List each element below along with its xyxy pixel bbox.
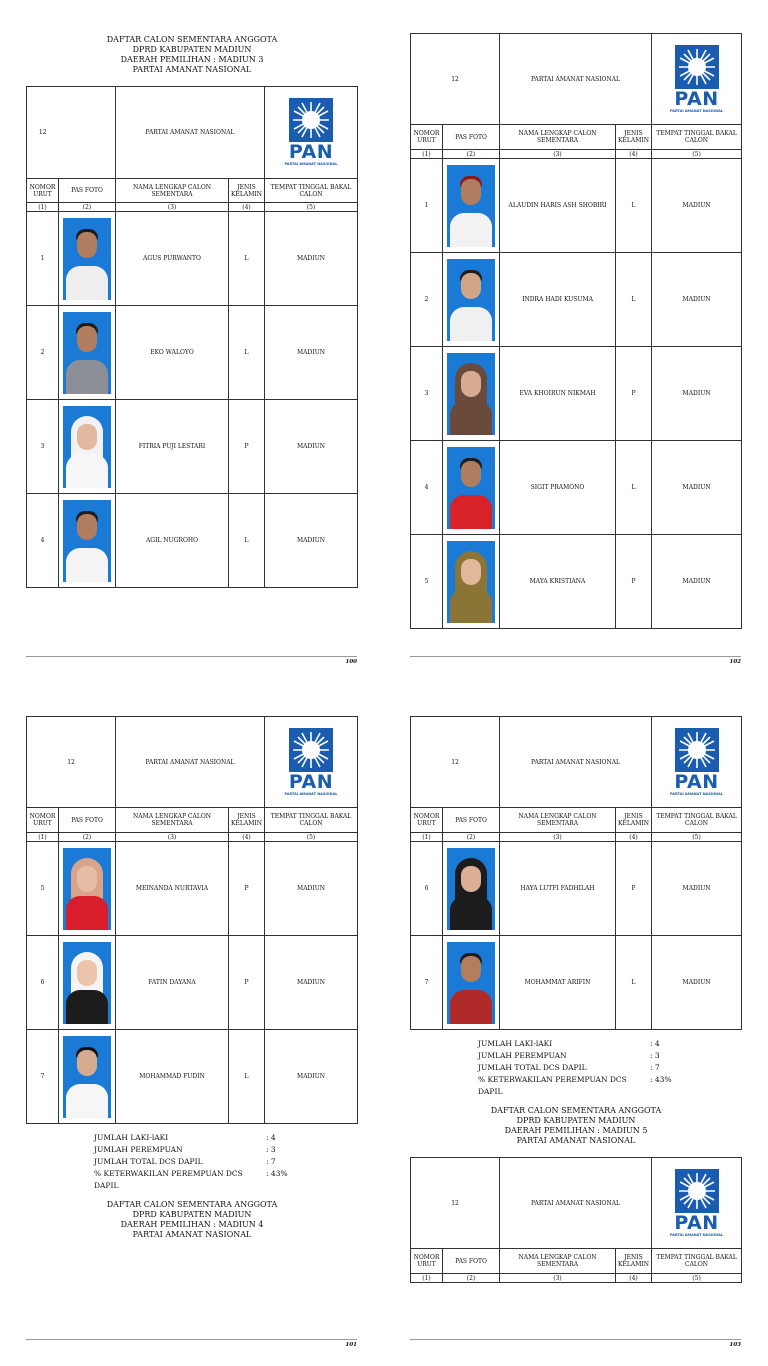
candidate-place: MADIUN <box>265 212 358 306</box>
col-header-foto: PAS FOTO <box>59 179 116 203</box>
col-header-nama: NAMA LENGKAP CALON SEMENTARA <box>500 808 616 833</box>
col-header-nama: NAMA LENGKAP CALON SEMENTARA <box>500 1249 616 1274</box>
col-index: (4) <box>616 1274 652 1283</box>
sun-icon <box>289 728 333 772</box>
photo-cell <box>59 842 116 936</box>
summary-value: : 4 <box>650 1039 660 1048</box>
party-name: PARTAI AMANAT NASIONAL <box>116 87 265 179</box>
candidate-photo <box>63 312 111 394</box>
header-line: DPRD KABUPATEN MADIUN <box>516 1116 636 1125</box>
party-name: PARTAI AMANAT NASIONAL <box>500 1158 652 1249</box>
candidate-table <box>410 33 742 629</box>
candidate-sex: P <box>616 347 652 441</box>
logo-text: PAN <box>674 87 719 110</box>
summary-value: : 7 <box>650 1063 660 1072</box>
photo-cell <box>443 441 500 535</box>
candidate-sex: P <box>229 842 265 936</box>
candidate-photo <box>63 1036 111 1118</box>
party-number: 12 <box>411 34 500 125</box>
candidate-sex: L <box>616 936 652 1030</box>
col-index: (5) <box>652 1274 742 1283</box>
col-header-jenis: JENIS KELAMIN <box>229 808 265 833</box>
candidate-place: MADIUN <box>652 936 742 1030</box>
candidate-table <box>26 86 358 588</box>
table-row <box>411 842 742 936</box>
candidate-sex: L <box>229 212 265 306</box>
col-index: (3) <box>116 203 229 212</box>
candidate-photo <box>63 218 111 300</box>
candidate-name: FITRIA PUJI LESTARI <box>116 400 229 494</box>
candidate-photo <box>63 500 111 582</box>
candidate-photo <box>447 541 495 623</box>
col-index: (4) <box>616 833 652 842</box>
photo-cell <box>443 535 500 629</box>
sun-icon <box>675 1169 719 1213</box>
candidate-name: INDRA HADI KUSUMA <box>500 253 616 347</box>
summary-block <box>94 1132 324 1192</box>
col-header-jenis: JENIS KELAMIN <box>616 125 652 150</box>
candidate-name: SIGIT PRAMONO <box>500 441 616 535</box>
candidate-sex: P <box>616 535 652 629</box>
row-number: 1 <box>27 212 59 306</box>
col-header-nama: NAMA LENGKAP CALON SEMENTARA <box>116 179 229 203</box>
page-footer <box>26 656 357 666</box>
photo-cell <box>443 936 500 1030</box>
party-logo-cell <box>265 87 358 179</box>
summary-row <box>94 1144 324 1156</box>
candidate-name: MOHAMMAT ARIFIN <box>500 936 616 1030</box>
candidate-sex: P <box>229 936 265 1030</box>
photo-cell <box>443 253 500 347</box>
col-header-tempat: TEMPAT TINGGAL BAKAL CALON <box>652 125 742 150</box>
header-line: DAERAH PEMILIHAN : MADIUN 3 <box>120 55 264 64</box>
candidate-place: MADIUN <box>652 347 742 441</box>
candidate-name: MAYA KRISTIANA <box>500 535 616 629</box>
col-index: (1) <box>411 150 443 159</box>
pan-logo <box>265 98 357 167</box>
party-number: 12 <box>27 717 116 808</box>
summary-row <box>478 1062 708 1074</box>
col-header-nama: NAMA LENGKAP CALON SEMENTARA <box>500 125 616 150</box>
table-row <box>27 842 358 936</box>
col-index: (1) <box>27 203 59 212</box>
page-number: 103 <box>729 1342 741 1348</box>
candidate-name: MEINANDA NURTAVIA <box>116 842 229 936</box>
col-index: (3) <box>500 1274 616 1283</box>
party-number: 12 <box>411 1158 500 1249</box>
table-row <box>411 253 742 347</box>
candidate-table <box>410 1157 742 1283</box>
candidate-place: MADIUN <box>265 494 358 588</box>
col-index: (2) <box>59 833 116 842</box>
candidate-photo <box>63 942 111 1024</box>
candidate-photo <box>63 406 111 488</box>
page-footer <box>26 1339 357 1349</box>
candidate-photo <box>447 165 495 247</box>
photo-cell <box>59 936 116 1030</box>
table-row <box>411 441 742 535</box>
row-number: 4 <box>27 494 59 588</box>
col-header-nomor: NOMOR URUT <box>411 1249 443 1274</box>
row-number: 5 <box>27 842 59 936</box>
col-index: (2) <box>59 203 116 212</box>
candidate-name: AGIL NUGROHO <box>116 494 229 588</box>
photo-cell <box>443 842 500 936</box>
party-number: 12 <box>411 717 500 808</box>
page-number: 102 <box>729 659 741 665</box>
table-row <box>27 936 358 1030</box>
row-number: 3 <box>411 347 443 441</box>
table-row <box>27 212 358 306</box>
summary-value: : 7 <box>266 1157 276 1166</box>
table-row <box>411 535 742 629</box>
party-name: PARTAI AMANAT NASIONAL <box>116 717 265 808</box>
summary-row <box>478 1050 708 1062</box>
candidate-place: MADIUN <box>652 159 742 253</box>
summary-label: JUMLAH PEREMPUAN <box>478 1051 567 1060</box>
candidate-sex: L <box>229 306 265 400</box>
row-number: 7 <box>411 936 443 1030</box>
pan-logo <box>652 45 741 114</box>
page-number: 101 <box>345 1342 357 1348</box>
table-row <box>27 494 358 588</box>
col-index: (5) <box>652 833 742 842</box>
col-header-nomor: NOMOR URUT <box>411 125 443 150</box>
logo-subtext: PARTAI AMANAT NASIONAL <box>284 791 338 796</box>
candidate-name: HAYA LUTFI FADHILAH <box>500 842 616 936</box>
candidate-photo <box>447 942 495 1024</box>
photo-cell <box>59 494 116 588</box>
row-number: 4 <box>411 441 443 535</box>
col-header-foto: PAS FOTO <box>443 125 500 150</box>
col-header-tempat: TEMPAT TINGGAL BAKAL CALON <box>265 179 358 203</box>
header-line: DAERAH PEMILIHAN : MADIUN 5 <box>504 1126 648 1135</box>
table-row <box>27 1030 358 1124</box>
page-header <box>90 35 294 75</box>
summary-label: JUMLAH TOTAL DCS DAPIL <box>478 1063 587 1072</box>
col-index: (5) <box>265 833 358 842</box>
pan-logo <box>652 728 741 797</box>
col-header-tempat: TEMPAT TINGGAL BAKAL CALON <box>652 1249 742 1274</box>
photo-cell <box>443 159 500 253</box>
row-number: 6 <box>27 936 59 1030</box>
summary-row <box>478 1074 708 1098</box>
page-header <box>90 1200 294 1240</box>
summary-label: JUMLAH LAKI-lAKI <box>478 1039 553 1048</box>
logo-text: PAN <box>288 770 334 793</box>
col-header-tempat: TEMPAT TINGGAL BAKAL CALON <box>265 808 358 833</box>
col-header-jenis: JENIS KELAMIN <box>229 179 265 203</box>
col-header-jenis: JENIS KELAMIN <box>616 808 652 833</box>
col-header-nomor: NOMOR URUT <box>411 808 443 833</box>
col-header-foto: PAS FOTO <box>443 808 500 833</box>
summary-label: % KETERWAKILAN PEREMPUAN DCS DAPIL <box>478 1075 627 1096</box>
logo-subtext: PARTAI AMANAT NASIONAL <box>670 1232 724 1237</box>
candidate-table <box>410 716 742 1030</box>
party-logo-cell <box>652 34 742 125</box>
sun-icon <box>675 45 719 89</box>
candidate-sex: P <box>616 842 652 936</box>
candidate-place: MADIUN <box>265 936 358 1030</box>
header-line: DAERAH PEMILIHAN : MADIUN 4 <box>120 1220 264 1229</box>
candidate-place: MADIUN <box>265 306 358 400</box>
col-index: (5) <box>652 150 742 159</box>
sun-icon <box>289 98 333 142</box>
candidate-name: EVA KHOIRUN NIKMAH <box>500 347 616 441</box>
col-header-jenis: JENIS KELAMIN <box>616 1249 652 1274</box>
col-header-foto: PAS FOTO <box>59 808 116 833</box>
party-name: PARTAI AMANAT NASIONAL <box>500 34 652 125</box>
page-number: 100 <box>345 659 357 665</box>
summary-value: : 43% <box>650 1075 672 1084</box>
header-line: PARTAI AMANAT NASIONAL <box>516 1136 636 1145</box>
logo-text: PAN <box>288 141 334 163</box>
summary-row <box>478 1038 708 1050</box>
summary-row <box>94 1168 324 1192</box>
logo-subtext: PARTAI AMANAT NASIONAL <box>670 108 724 113</box>
pan-logo <box>652 1169 741 1238</box>
col-index: (1) <box>411 833 443 842</box>
pan-logo <box>265 728 357 797</box>
col-header-nomor: NOMOR URUT <box>27 808 59 833</box>
col-header-foto: PAS FOTO <box>443 1249 500 1274</box>
candidate-place: MADIUN <box>265 1030 358 1124</box>
photo-cell <box>59 306 116 400</box>
candidate-sex: P <box>229 400 265 494</box>
candidate-sex: L <box>229 494 265 588</box>
candidate-photo <box>447 848 495 930</box>
row-number: 3 <box>27 400 59 494</box>
summary-block <box>478 1038 708 1098</box>
logo-subtext: PARTAI AMANAT NASIONAL <box>284 162 338 166</box>
summary-value: : 3 <box>266 1145 276 1154</box>
logo-subtext: PARTAI AMANAT NASIONAL <box>670 791 724 796</box>
sun-icon <box>675 728 719 772</box>
candidate-photo <box>447 447 495 529</box>
candidate-place: MADIUN <box>652 253 742 347</box>
page-header <box>474 1106 678 1146</box>
col-index: (3) <box>116 833 229 842</box>
table-row <box>411 347 742 441</box>
candidate-name: FATIN DAYANA <box>116 936 229 1030</box>
candidate-photo <box>447 259 495 341</box>
summary-row <box>94 1132 324 1144</box>
candidate-sex: L <box>616 159 652 253</box>
col-index: (1) <box>27 833 59 842</box>
summary-row <box>94 1156 324 1168</box>
photo-cell <box>443 347 500 441</box>
summary-value: : 4 <box>266 1133 276 1142</box>
header-line: DAFTAR CALON SEMENTARA ANGGOTA <box>490 1106 662 1115</box>
col-index: (2) <box>443 150 500 159</box>
candidate-photo <box>447 353 495 435</box>
page-footer <box>410 1339 741 1349</box>
table-row <box>411 159 742 253</box>
row-number: 1 <box>411 159 443 253</box>
header-line: DPRD KABUPATEN MADIUN <box>132 1210 252 1219</box>
candidate-photo <box>63 848 111 930</box>
candidate-sex: L <box>616 253 652 347</box>
col-index: (4) <box>229 203 265 212</box>
col-index: (5) <box>265 203 358 212</box>
summary-label: JUMLAH TOTAL DCS DAPIL <box>94 1157 203 1166</box>
summary-label: JUMLAH PEREMPUAN <box>94 1145 183 1154</box>
party-logo-cell <box>652 1158 742 1249</box>
party-name: PARTAI AMANAT NASIONAL <box>500 717 652 808</box>
candidate-name: MOHAMMAD FUDIN <box>116 1030 229 1124</box>
col-header-tempat: TEMPAT TINGGAL BAKAL CALON <box>652 808 742 833</box>
header-line: DPRD KABUPATEN MADIUN <box>132 45 252 54</box>
page-footer <box>410 656 741 666</box>
candidate-name: ALAUDIN HARIS ASH SHOBIRI <box>500 159 616 253</box>
party-number: 12 <box>27 87 59 179</box>
candidate-place: MADIUN <box>265 400 358 494</box>
col-index: (1) <box>411 1274 443 1283</box>
photo-cell <box>59 400 116 494</box>
header-line: PARTAI AMANAT NASIONAL <box>132 1230 252 1239</box>
header-line: PARTAI AMANAT NASIONAL <box>132 65 252 74</box>
photo-cell <box>59 212 116 306</box>
col-index: (2) <box>443 833 500 842</box>
candidate-name: EKO WALOYO <box>116 306 229 400</box>
table-row <box>27 306 358 400</box>
table-row <box>411 936 742 1030</box>
summary-label: JUMLAH LAKI-lAKI <box>94 1133 169 1142</box>
logo-text: PAN <box>674 1211 719 1234</box>
col-index: (3) <box>500 833 616 842</box>
summary-value: : 43% <box>266 1169 288 1178</box>
row-number: 5 <box>411 535 443 629</box>
candidate-place: MADIUN <box>652 535 742 629</box>
header-line: DAFTAR CALON SEMENTARA ANGGOTA <box>106 35 278 44</box>
row-number: 2 <box>27 306 59 400</box>
header-line: DAFTAR CALON SEMENTARA ANGGOTA <box>106 1200 278 1209</box>
candidate-table <box>26 716 358 1124</box>
summary-value: : 3 <box>650 1051 660 1060</box>
col-index: (3) <box>500 150 616 159</box>
col-index: (2) <box>443 1274 500 1283</box>
table-row <box>27 400 358 494</box>
col-index: (4) <box>616 150 652 159</box>
party-logo-cell <box>265 717 358 808</box>
row-number: 2 <box>411 253 443 347</box>
party-number-cell <box>59 87 116 179</box>
col-index: (4) <box>229 833 265 842</box>
logo-text: PAN <box>674 770 719 793</box>
candidate-sex: L <box>616 441 652 535</box>
col-header-nomor: NOMOR URUT <box>27 179 59 203</box>
col-header-nama: NAMA LENGKAP CALON SEMENTARA <box>116 808 229 833</box>
party-logo-cell <box>652 717 742 808</box>
photo-cell <box>59 1030 116 1124</box>
candidate-place: MADIUN <box>652 441 742 535</box>
candidate-name: AGUS PURWANTO <box>116 212 229 306</box>
row-number: 7 <box>27 1030 59 1124</box>
candidate-sex: L <box>229 1030 265 1124</box>
candidate-place: MADIUN <box>265 842 358 936</box>
candidate-place: MADIUN <box>652 842 742 936</box>
row-number: 6 <box>411 842 443 936</box>
summary-label: % KETERWAKILAN PEREMPUAN DCS DAPIL <box>94 1169 243 1190</box>
